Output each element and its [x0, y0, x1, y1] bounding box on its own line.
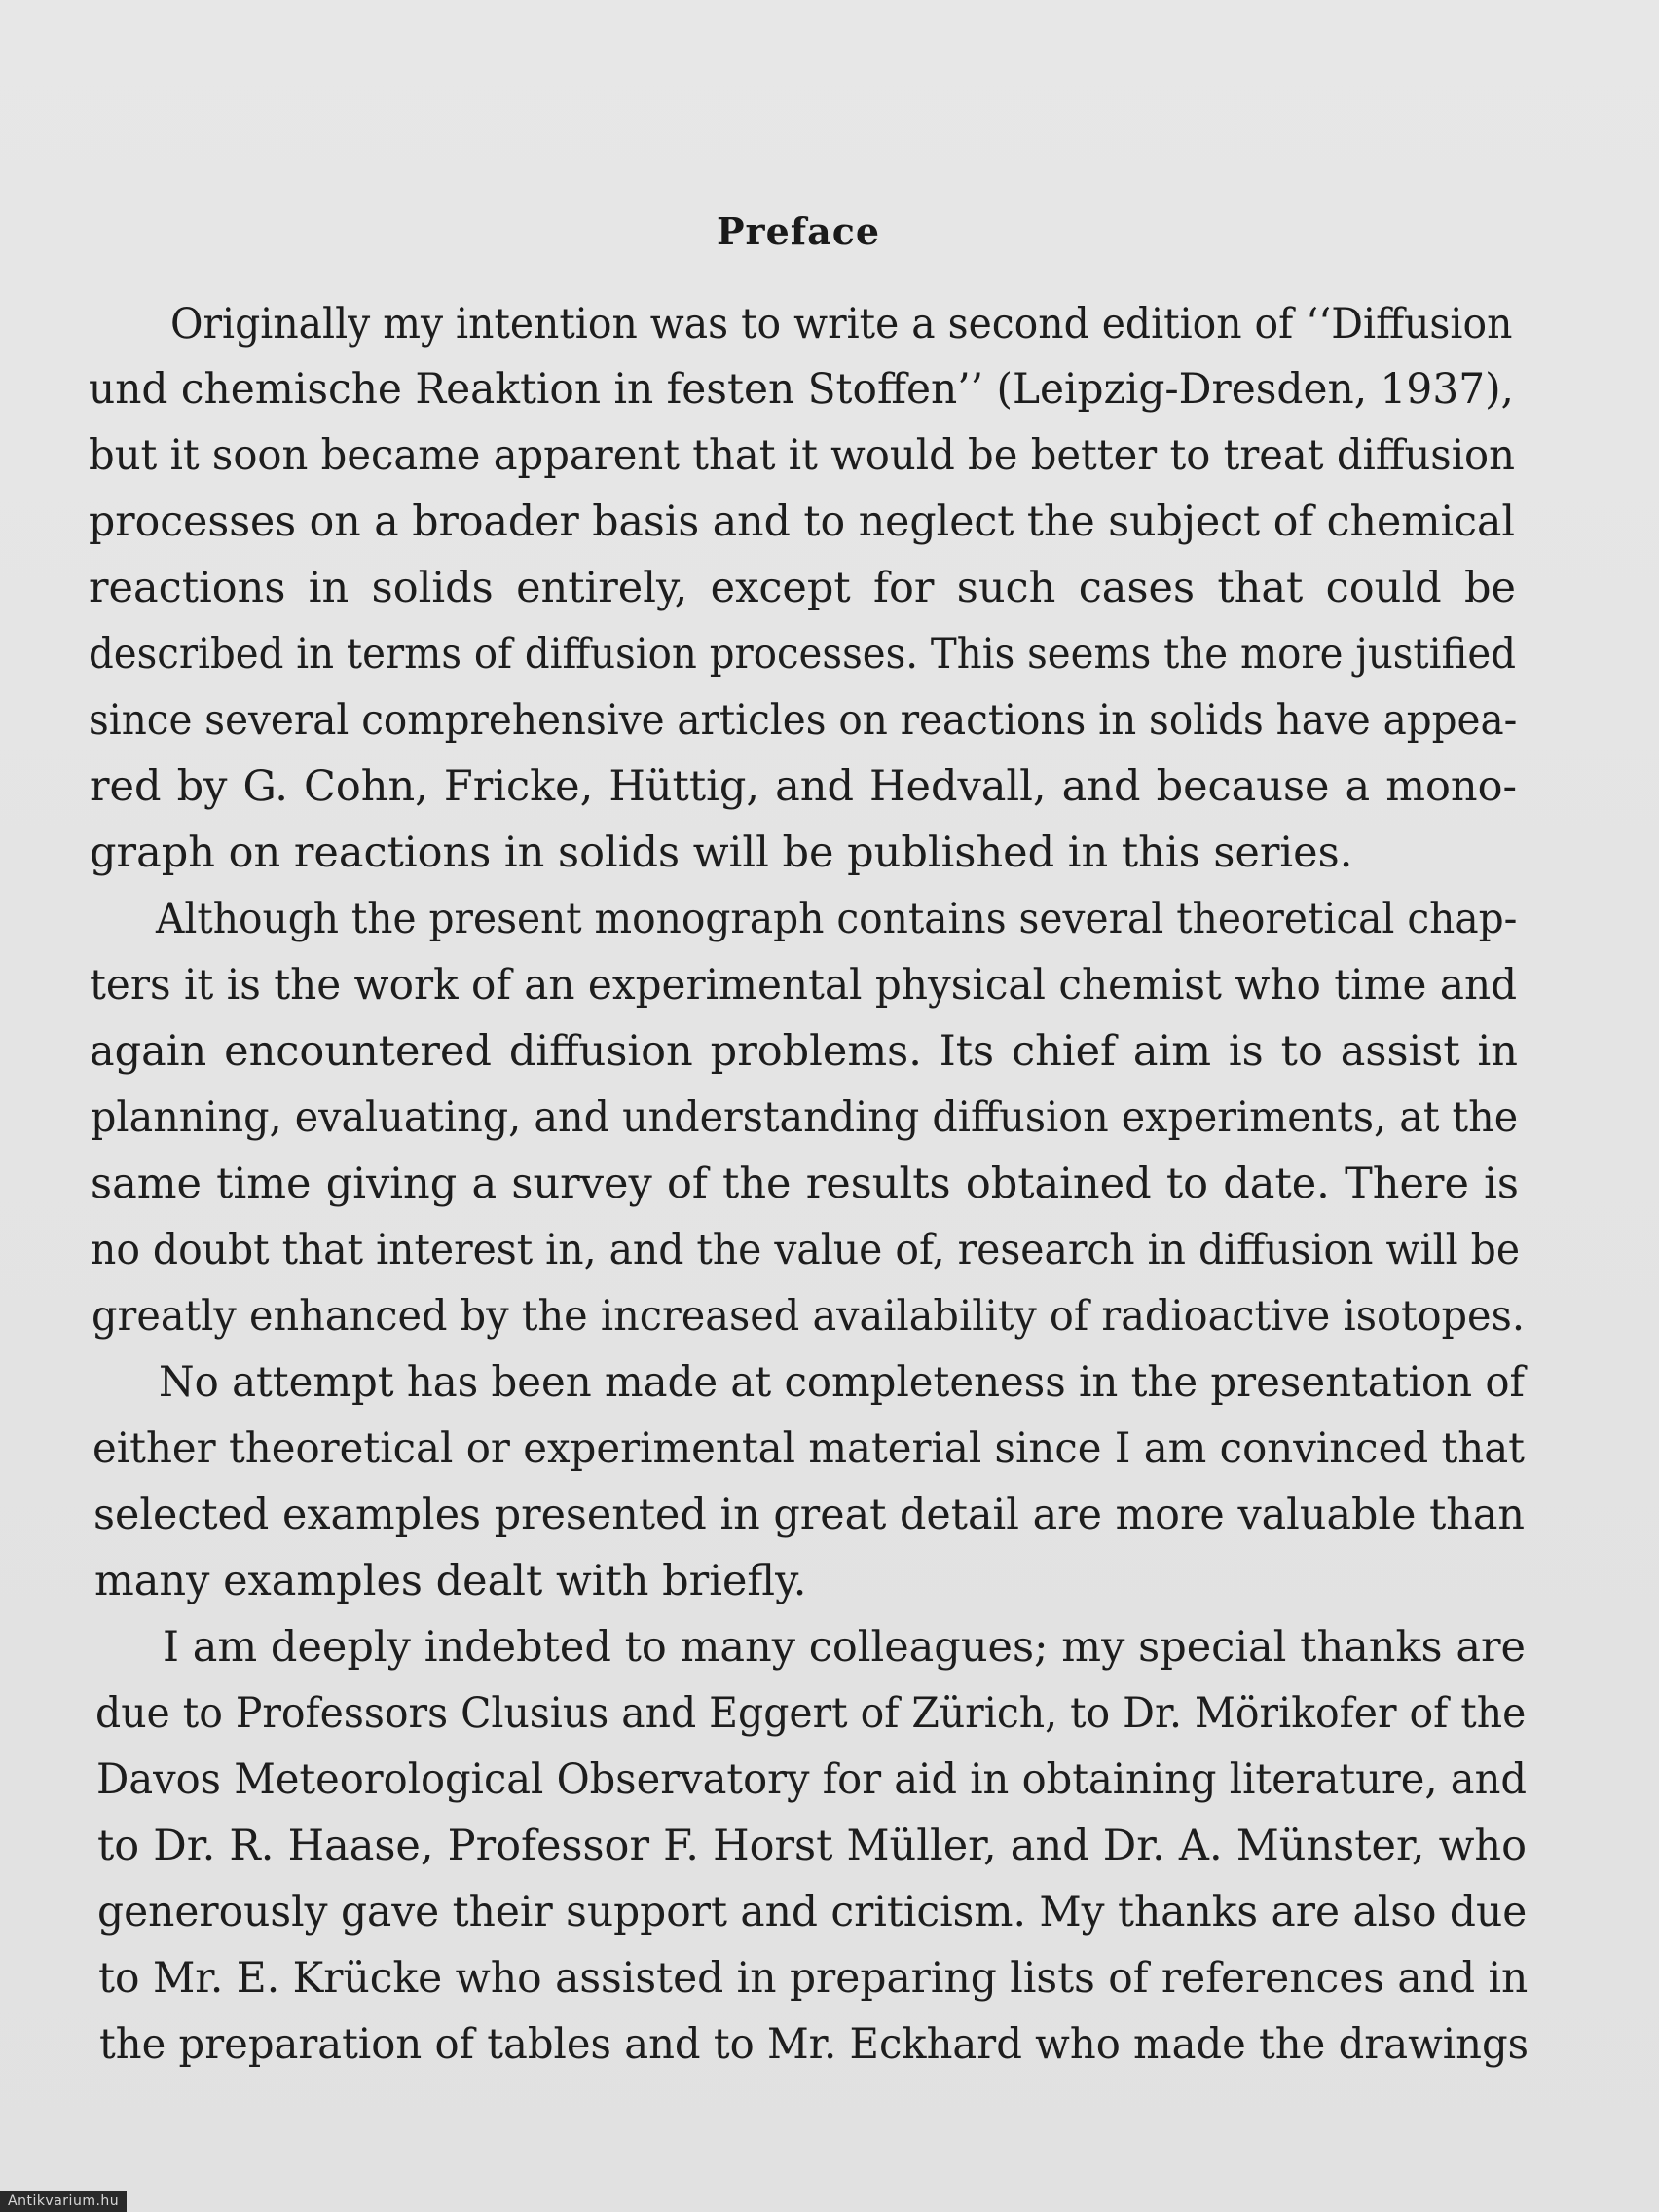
watermark: Antikvarium.hu: [0, 2191, 127, 2212]
text-line: reactions in solids entirely, except for such cases that could be: [89, 564, 1516, 612]
text-line: No attempt has been made at completeness in the presentation of: [159, 1358, 1525, 1407]
page-title: Preface: [716, 209, 881, 253]
text-line: Davos Meteorological Observatory for aid in obtaining literature, and: [96, 1755, 1527, 1804]
text-line: planning, evaluating, and understanding diffusion experiments, at the: [91, 1093, 1519, 1142]
text-line: red by G. Cohn, Fricke, Hüttig, and Hedvall, and because a mono-: [90, 762, 1517, 811]
text-line: described in terms of diffusion processes. This seems the more justified: [89, 630, 1516, 679]
text-line: since several comprehensive articles on reactions in solids have appea-: [89, 696, 1518, 745]
text-line: I am deeply indebted to many colleagues; my special thanks are: [163, 1623, 1526, 1672]
text-line: graph on reactions in solids will be published in this series.: [90, 829, 1353, 877]
text-line: greatly enhanced by the increased availability of radioactive isotopes.: [92, 1292, 1525, 1341]
text-line: Although the present monograph contains several theoretical chap-: [156, 895, 1518, 943]
text-line: to Dr. R. Haase, Professor F. Horst Müller, and Dr. A. Münster, who: [97, 1822, 1527, 1870]
text-line: no doubt that interest in, and the value of, research in diffusion will be: [91, 1226, 1520, 1274]
text-line: the preparation of tables and to Mr. Eckhard who made the drawings: [99, 2020, 1530, 2069]
text-line: either theoretical or experimental material since I am convinced that: [92, 1424, 1525, 1473]
text-line: same time giving a survey of the results obtained to date. There is: [91, 1160, 1519, 1208]
text-line: und chemische Reaktion in festen Stoffen’’ (Leipzig-Dresden, 1937),: [89, 365, 1514, 414]
text-line: again encountered diffusion problems. Its chief aim is to assist in: [90, 1027, 1518, 1076]
text-line: to Mr. E. Krücke who assisted in preparing lists of references and in: [98, 1954, 1529, 2003]
text-line: generously gave their support and criticism. My thanks are also due: [97, 1888, 1528, 1936]
text-line: due to Professors Clusius and Eggert of Zürich, to Dr. Mörikofer of the: [95, 1689, 1527, 1738]
text-line: Originally my intention was to write a second edition of ‘‘Diffusion: [170, 300, 1513, 349]
text-line: ters it is the work of an experimental physical chemist who time and: [90, 961, 1518, 1010]
text-line: many examples dealt with briefly.: [94, 1557, 807, 1605]
text-line: selected examples presented in great detail are more valuable than: [93, 1491, 1525, 1539]
text-line: but it soon became apparent that it would be better to treat diffusion: [89, 431, 1515, 480]
text-line: processes on a broader basis and to neglect the subject of chemical: [89, 498, 1516, 546]
